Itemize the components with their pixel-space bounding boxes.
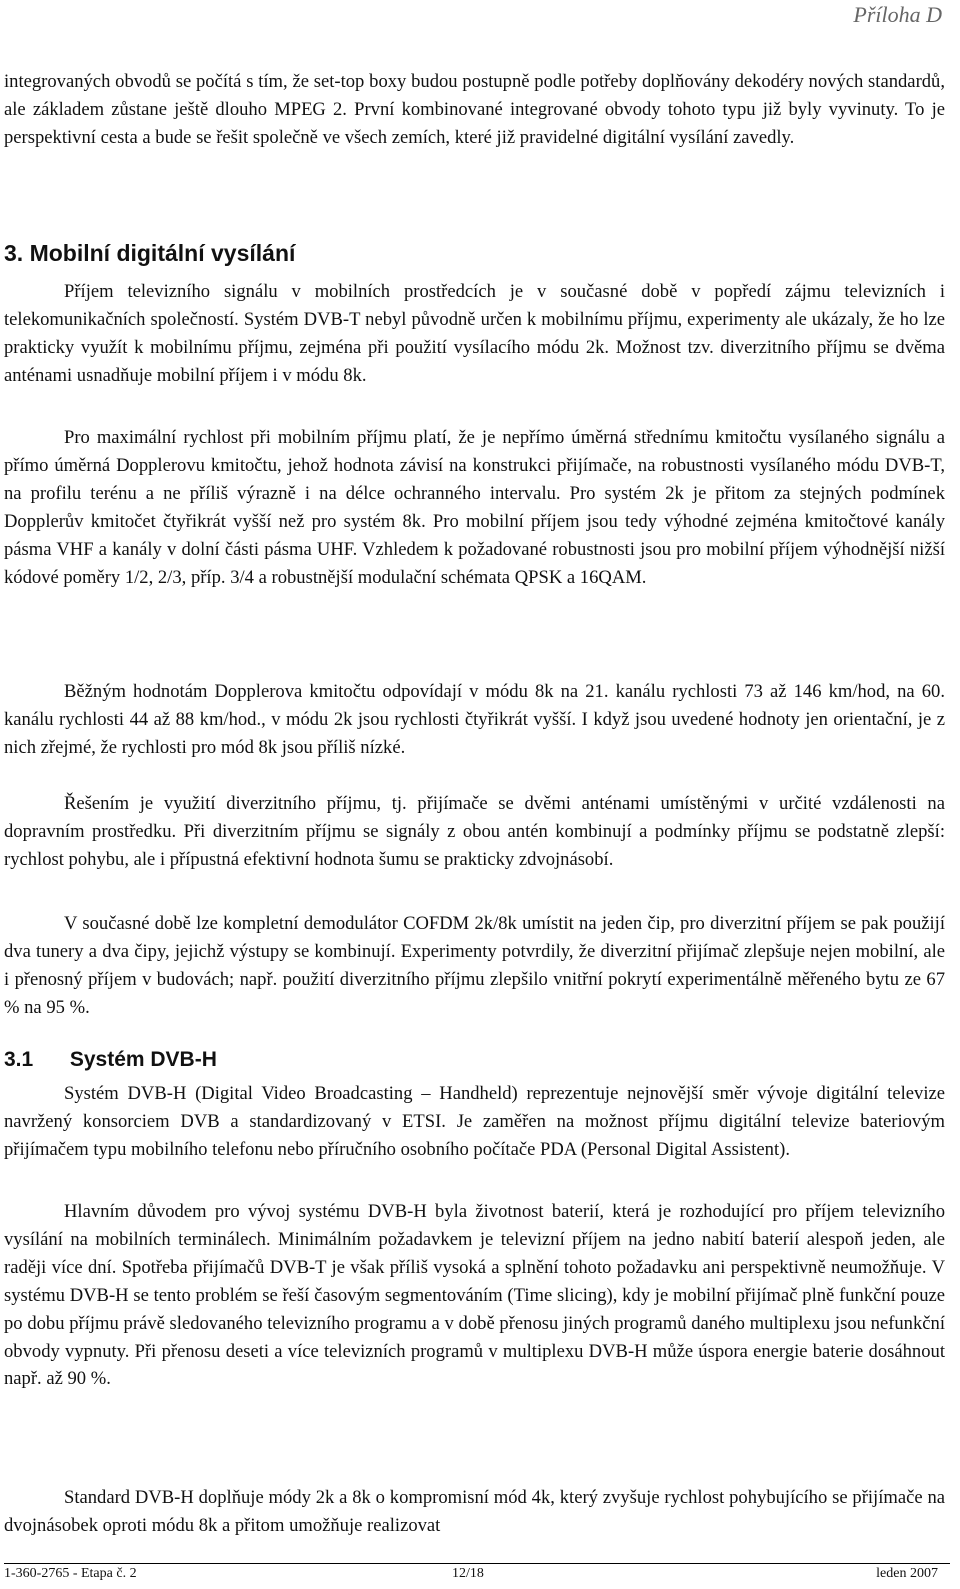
section-3-1-number: 3.1: [4, 1048, 34, 1071]
section-3-paragraph: Pro maximální rychlost při mobilním příjmu platí, že je nepřímo úměrná střednímu kmitočtu vysílaného signálu a přímo úměrná Dopplerovu kmitočtu, jehož hodnota závisí na konstrukci přijímače, na robustnosti vysílaného módu DVB-T, na profilu terénu a ne příliš výrazně i na délce ochranného intervalu. Pro systém 2k je přitom za stejných podmínek Dopplerův kmitočet čtyřikrát vyšší než pro systém 8k. Pro mobilní příjem jsou tedy výhodné zejména kmitočtové kanály pásma VHF a kanály v dolní části pásma UHF. Vzhledem k požadované robustnosti jsou pro mobilní příjem výhodnější nižší kódové poměry 1/2, 2/3, příp. 3/4 a robustnější modulační schémata QPSK a 16QAM.: [4, 427, 945, 588]
section-3-1-paragraph: Standard DVB-H doplňuje módy 2k a 8k o kompromisní mód 4k, který zvyšuje rychlost pohybujícího se přijímače na dvojnásobek oproti módu 8k a přitom umožňuje realizovat: [4, 1487, 945, 1536]
footer-doc-id: 1-360-2765 - Etapa č. 2: [4, 1566, 137, 1581]
section-3-1-paragraph: Systém DVB-H (Digital Video Broadcasting – Handheld) reprezentuje nejnovější směr vývoje digitální televize navržený konsorciem DVB a standardizovaný v ETSI. Je zaměřen na možnost příjmu digitální televize bateriovým přijímačem typu mobilního telefonu nebo příručního osobního počítače PDA (Personal Digital Assistent).: [4, 1083, 945, 1160]
footer-rule: [4, 1563, 950, 1564]
section-3-paragraph: Běžným hodnotám Dopplerova kmitočtu odpovídají v módu 8k na 21. kanálu rychlosti 73 až 146 km/hod, na 60. kanálu rychlosti 44 až 88 km/hod., v módu 2k jsou rychlosti čtyřikrát vyšší. I když jsou uvedené hodnoty jen orientační, je z nich zřejmé, že rychlosti pro mód 8k jsou příliš nízké.: [4, 681, 945, 758]
section-3-1-title: Systém DVB-H: [69, 1048, 217, 1071]
page-footer: [0, 1562, 960, 1588]
section-3-paragraph: V současné době lze kompletní demodulátor COFDM 2k/8k umístit na jeden čip, pro diverzitní příjem se pak použijí dva tunery a dva čipy, jejichž výstupy se kombinují. Experimenty potvrdily, že diverzitní přijímač zlepšuje nejen mobilní, ale i přenosný příjem v budovách; např. použití diverzitního příjmu zlepšilo vnitřní pokrytí experimentálně měřeného bytu ze 67 % na 95 %.: [4, 913, 945, 1018]
section-3-1-heading: [4, 1048, 217, 1072]
section-3-paragraph: Příjem televizního signálu v mobilních prostředcích je v současné době v popředí zájmu televizních i telekomunikačních společností. Systém DVB-T nebyl původně určen k mobilnímu příjmu, experimenty ale ukázaly, že ho lze prakticky využít k mobilnímu příjmu, zejména při použití vysílacího módu 2k. Možnost tzv. diverzitního příjmu se dvěma anténami usnadňuje mobilní příjem i v módu 8k.: [4, 281, 945, 386]
section-3-1-paragraph: Hlavním důvodem pro vývoj systému DVB-H byla životnost baterií, která je rozhodující pro příjem televizního vysílání na mobilních terminálech. Minimálním požadavkem je televizní příjem na jedno nabití baterií alespoň jeden, ale raději více dní. Spotřeba přijímačů DVB-T je však příliš vysoká a splnění tohoto požadavku ani perspektivně neumožňuje. V systému DVB-H se tento problém se řeší časovým segmentováním (Time slicing), kdy je mobilní přijímač plně funkční pouze po dobu příjmu právě sledovaného televizního programu a v době přenosu jiných programů daného multiplexu jsou nefunkční obvody vypnuty. Při přenosu deseti a více televizních programů v multiplexu DVB-H může úspora energie baterie dosáhnout např. až 90 %.: [4, 1201, 945, 1390]
section-3-number: 3.: [4, 240, 24, 266]
annex-label: Příloha D: [853, 2, 942, 27]
footer-page-number: 12/18: [452, 1566, 484, 1581]
footer-date: leden 2007: [876, 1566, 938, 1581]
section-3-paragraph: Řešením je využití diverzitního příjmu, tj. přijímače se dvěmi anténami umístěnými v určité vzdálenosti na dopravním prostředku. Při diverzitním příjmu se signály z obou antén kombinují a podmínky příjmu se podstatně zlepší: rychlost pohybu, ale i přípustná efektivní hodnota šumu se prakticky zdvojnásobí.: [4, 793, 945, 870]
section-3-title: Mobilní digitální vysílání: [29, 240, 296, 266]
intro-paragraph: integrovaných obvodů se počítá s tím, že set-top boxy budou postupně podle potřeby doplňovány dekodéry nových standardů, ale základem zůstane ještě dlouho MPEG 2. První kombinované integrované obvody tohoto typu již byly vyvinuty. To je perspektivní cesta a bude se řešit společně ve všech zemích, které již pravidelné digitální vysílání zavedly.: [4, 71, 945, 148]
section-3-heading: [4, 240, 295, 267]
